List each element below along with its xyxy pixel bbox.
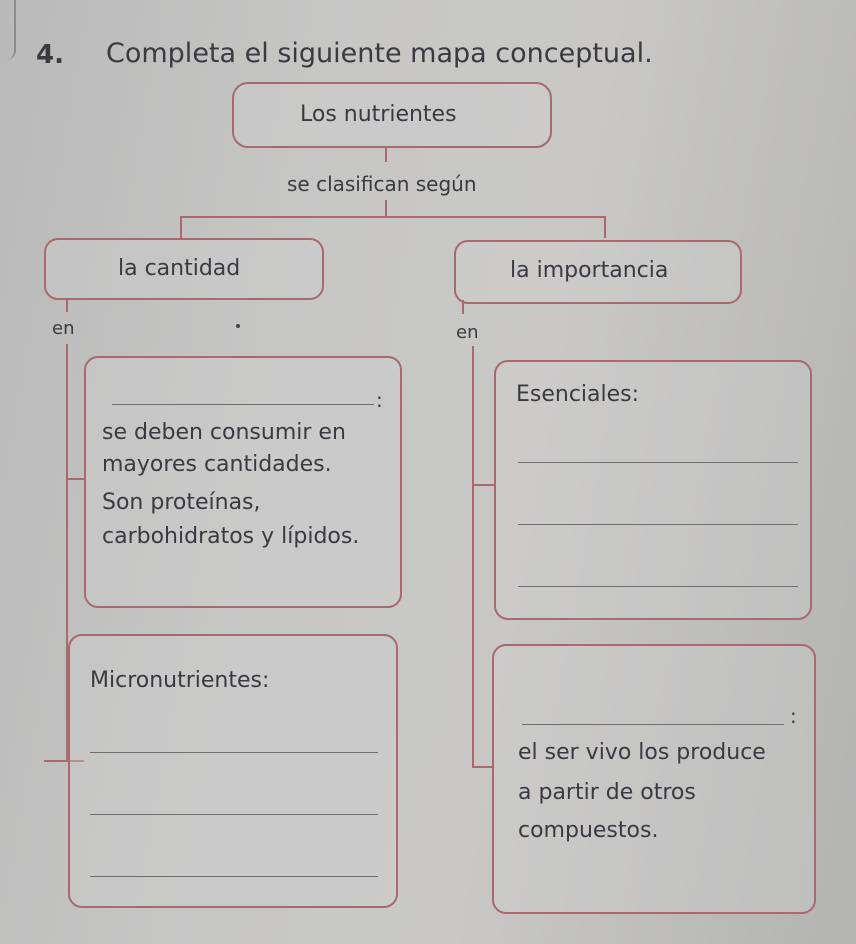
- left-link-line: [66, 298, 68, 312]
- macronutrients-line-4: carbohidratos y lípidos.: [102, 524, 360, 549]
- non-essential-title-blank[interactable]: [522, 724, 784, 725]
- essential-answer-blank-3[interactable]: [518, 586, 798, 587]
- macronutrients-title-blank[interactable]: [112, 404, 374, 405]
- non-essential-box: [492, 644, 816, 914]
- connector-line-bottom: [385, 200, 387, 216]
- non-essential-line-3: compuestos.: [518, 818, 659, 843]
- left-link-label: en: [52, 318, 75, 339]
- dot-mark: [236, 324, 240, 328]
- left-tick-top: [66, 478, 84, 480]
- essential-answer-blank-1[interactable]: [518, 462, 798, 463]
- connector-label: se clasifican según: [287, 172, 477, 196]
- branch-left-drop: [180, 216, 182, 238]
- root-node-label: Los nutrientes: [300, 102, 457, 127]
- micronutrients-answer-blank-1[interactable]: [90, 752, 378, 753]
- micronutrients-answer-blank-2[interactable]: [90, 814, 378, 815]
- branch-right-drop: [604, 216, 606, 238]
- micronutrients-title: Micronutrientes:: [90, 668, 270, 693]
- branch-line: [180, 216, 606, 218]
- non-essential-line-2: a partir de otros: [518, 780, 696, 805]
- essential-answer-blank-2[interactable]: [518, 524, 798, 525]
- macronutrients-colon: :: [376, 388, 383, 412]
- essential-title: Esenciales:: [516, 382, 640, 407]
- right-link-line: [462, 300, 464, 314]
- page-edge: [0, 0, 16, 60]
- criterion-importance-label: la importancia: [510, 258, 669, 283]
- right-tick-bottom: [472, 766, 494, 768]
- criterion-quantity-label: la cantidad: [118, 256, 241, 281]
- macronutrients-box: [84, 356, 402, 608]
- micronutrients-answer-blank-3[interactable]: [90, 876, 378, 877]
- macronutrients-line-3: Son proteínas,: [102, 490, 261, 515]
- macronutrients-line-2: mayores cantidades.: [102, 452, 332, 477]
- right-tick-top: [472, 484, 494, 486]
- non-essential-colon: :: [790, 704, 797, 728]
- non-essential-line-1: el ser vivo los produce: [518, 740, 766, 765]
- right-spine: [472, 346, 474, 766]
- exercise-instruction: Completa el siguiente mapa conceptual.: [106, 38, 653, 69]
- connector-line-top: [385, 146, 387, 162]
- macronutrients-line-1: se deben consumir en: [102, 420, 346, 445]
- exercise-number: 4.: [36, 40, 64, 70]
- right-link-label: en: [456, 322, 479, 343]
